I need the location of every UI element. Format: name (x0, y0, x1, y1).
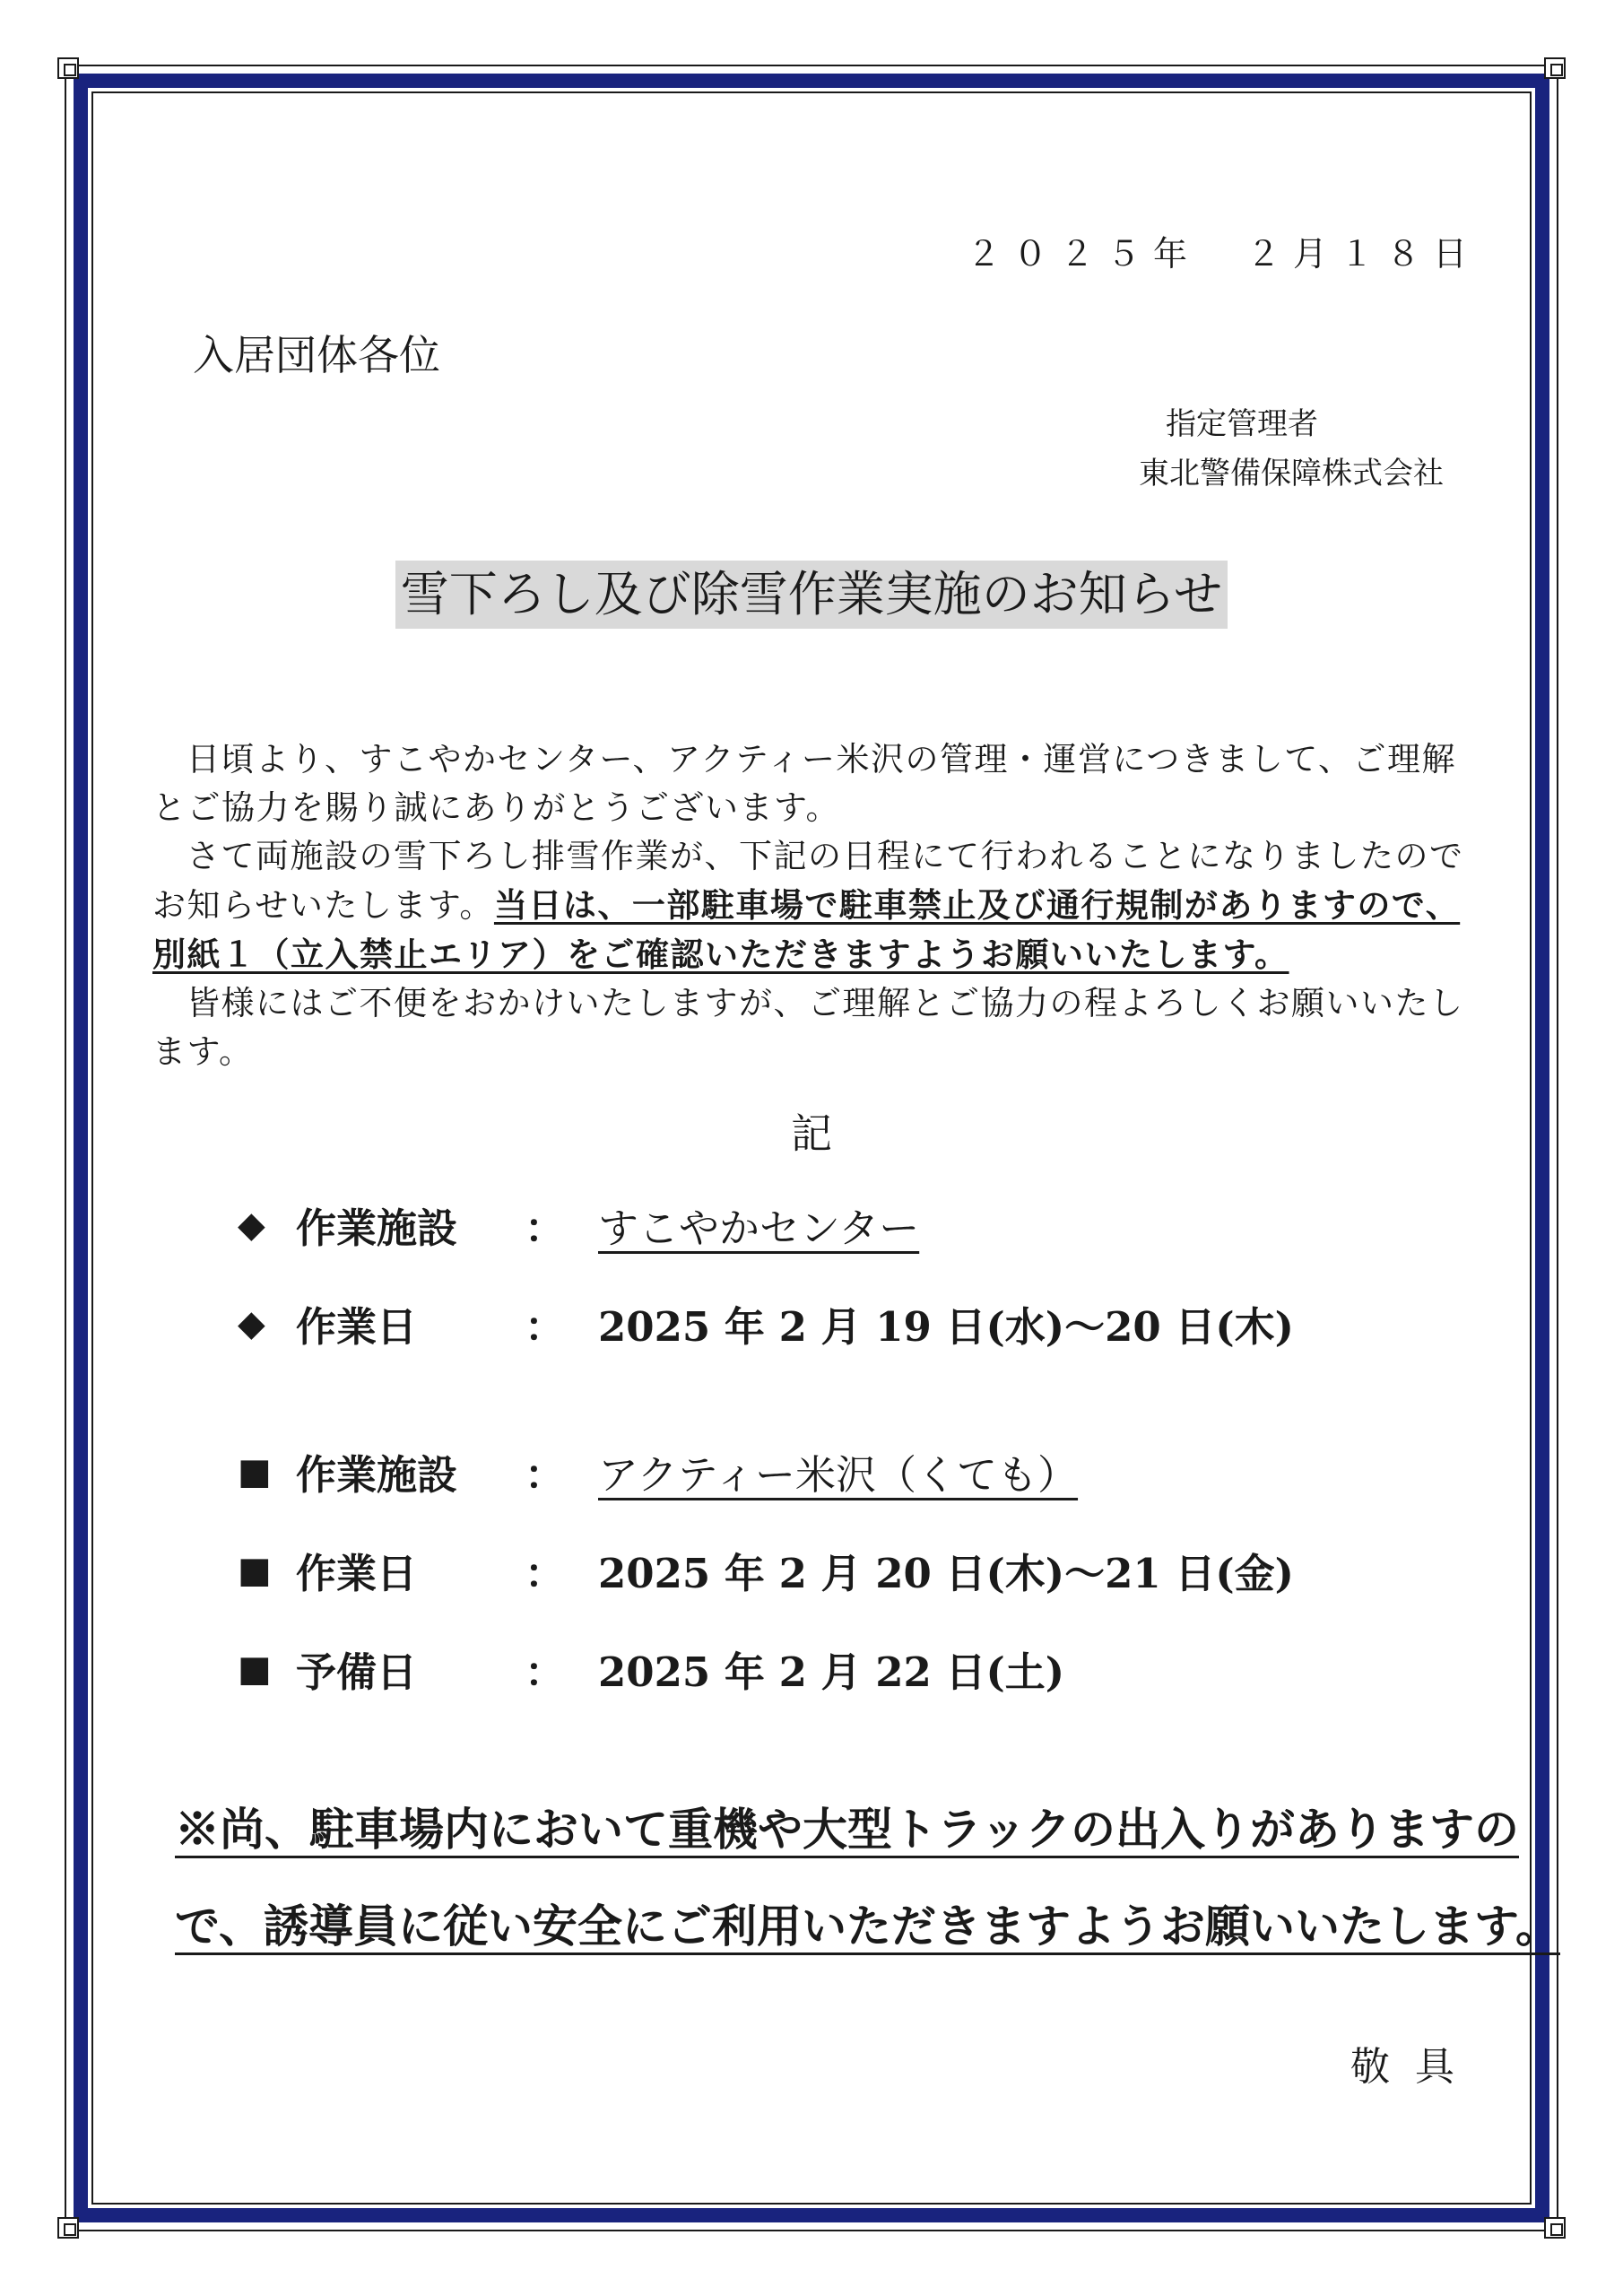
square-bullet-icon: ■ (238, 1449, 272, 1492)
body-paragraph-2 (152, 832, 1480, 979)
corner-ornament-top-left (57, 57, 79, 79)
body-paragraph-2-plain: さて両施設の雪下ろし排雪作業が、下記の日程にて行われることになりましたのでお知らせいたします。 (152, 837, 1464, 925)
document-date: ２０２５年 ２月１８日 (966, 234, 1480, 274)
item-value: アクティー米沢（くても） (598, 1450, 1079, 1499)
item-row (238, 1193, 919, 1256)
item-colon: ： (525, 1204, 566, 1252)
corner-ornament-bottom-right (1544, 2217, 1566, 2239)
body-text (152, 735, 1480, 1076)
issuer-role: 指定管理者 (1166, 406, 1318, 442)
ki-heading: 記 (791, 1109, 832, 1158)
item-colon: ： (525, 1302, 566, 1351)
corner-ornament-top-right (1544, 57, 1566, 79)
document-title: 雪下ろし及び除雪作業実施のお知らせ (395, 561, 1228, 629)
diamond-bullet-icon: ◆ (238, 1301, 265, 1344)
square-bullet-icon: ■ (238, 1548, 272, 1591)
note-line-2: で、誘導員に従い安全にご利用いただきますようお願いいたします。 (175, 1900, 1560, 1952)
addressee: 入居団体各位 (193, 331, 440, 379)
item-label: 作業施設 (296, 1204, 458, 1252)
item-colon: ： (525, 1450, 566, 1499)
item-row (238, 1292, 1294, 1354)
diamond-bullet-icon: ◆ (238, 1203, 265, 1246)
issuer-company: 東北警備保障株式会社 (1139, 456, 1444, 491)
note-line-1: ※尚、駐車場内において重機や大型トラックの出入りがありますの (175, 1803, 1519, 1856)
item-label: 予備日 (296, 1648, 418, 1696)
document-title-wrap (0, 561, 1623, 629)
body-paragraph-3: 皆様にはご不便をおかけいたしますが、ご理解とご協力の程よろしくお願いいたします。 (152, 984, 1464, 1071)
item-row (238, 1439, 1078, 1502)
body-paragraph-2-underlined: 当日は、一部駐車場で駐車禁止及び通行規制がありますので、別紙１（立入禁止エリア）をご確認いただきますようお願いいたします。 (152, 885, 1461, 974)
item-value: 2025 年 2 月 22 日(土) (598, 1648, 1065, 1696)
item-label: 作業日 (296, 1549, 418, 1597)
closing-remark: 敬具 (1350, 2044, 1480, 2090)
item-colon: ： (525, 1648, 566, 1696)
item-row (238, 1637, 1064, 1700)
corner-ornament-bottom-left (57, 2217, 79, 2239)
item-value: すこやかセンター (598, 1204, 920, 1252)
item-value: 2025 年 2 月 20 日(木)～21 日(金) (598, 1549, 1294, 1597)
item-colon: ： (525, 1549, 566, 1597)
item-label: 作業日 (296, 1302, 418, 1351)
body-paragraph-1: 日頃より、すこやかセンター、アクティー米沢の管理・運営につきまして、ご理解とご協力を賜り誠にありがとうございます。 (152, 740, 1456, 827)
square-bullet-icon: ■ (238, 1647, 272, 1690)
item-row (238, 1538, 1294, 1601)
item-label: 作業施設 (296, 1450, 458, 1499)
item-value: 2025 年 2 月 19 日(水)～20 日(木) (598, 1302, 1294, 1351)
